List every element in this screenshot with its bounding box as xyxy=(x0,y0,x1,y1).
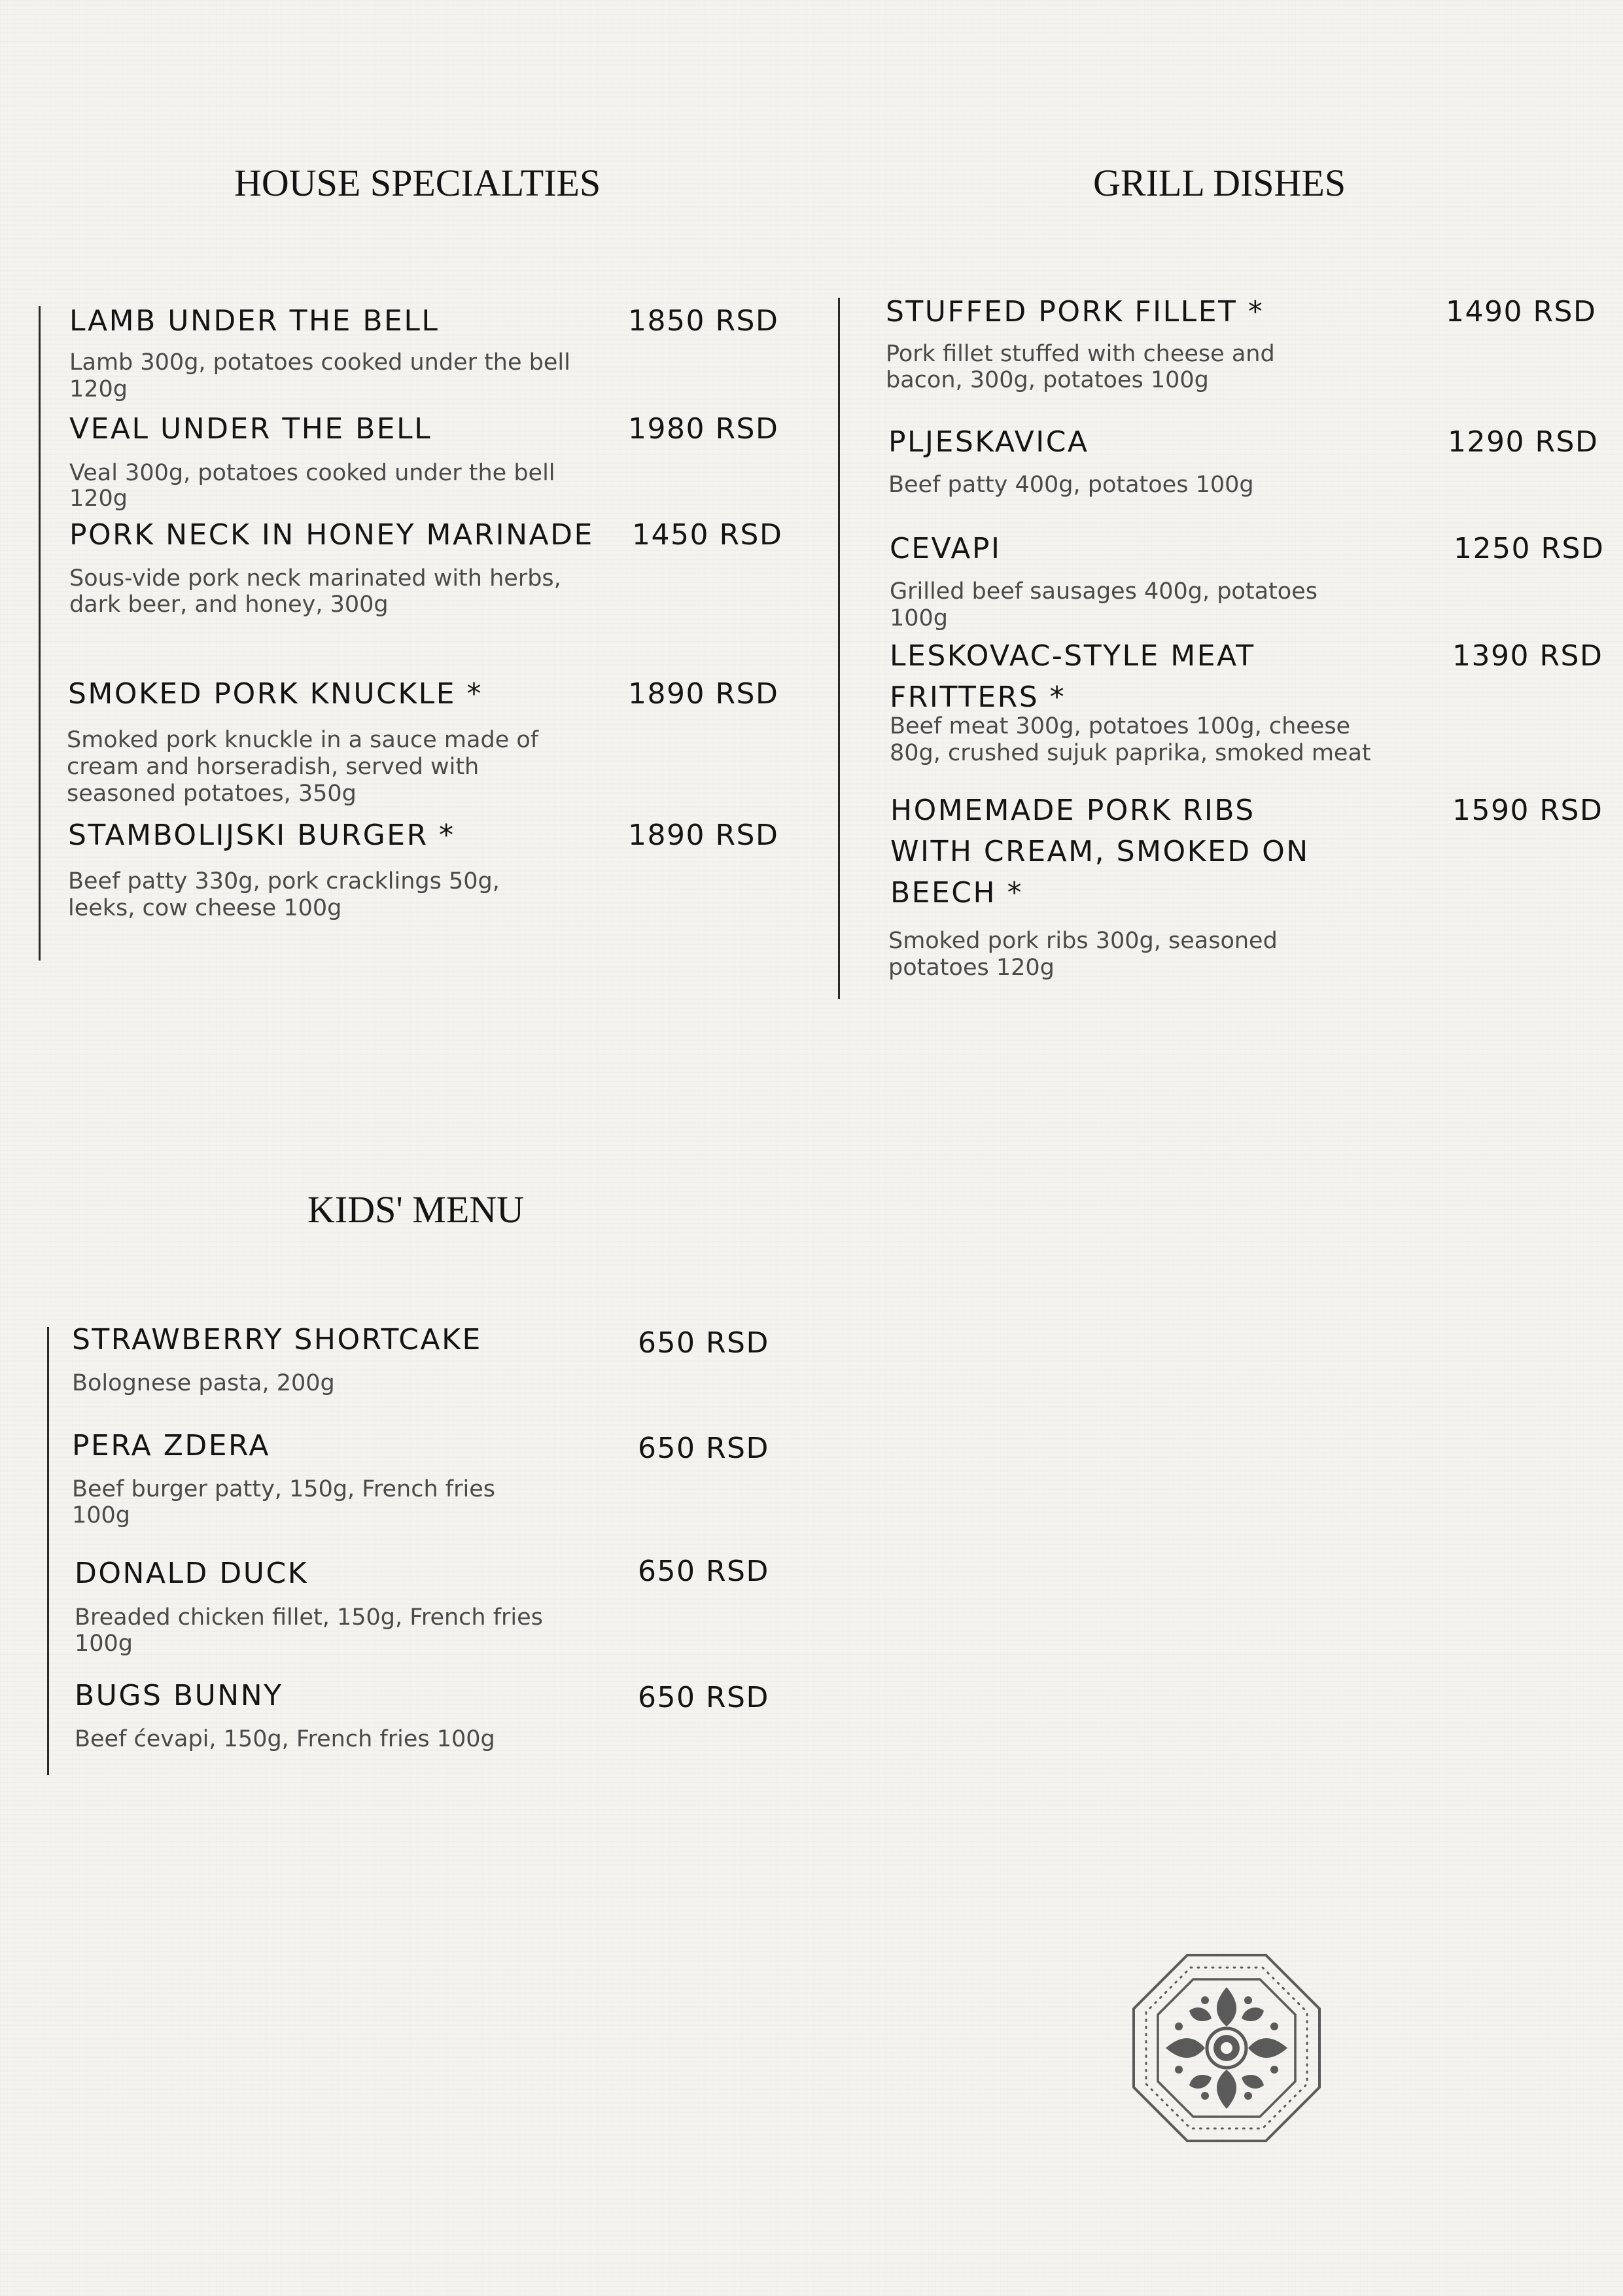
item-description: Veal 300g, potatoes cooked under the bell xyxy=(69,460,555,486)
item-name: HOMEMADE PORK RIBS xyxy=(890,794,1255,827)
item-description: potatoes 120g xyxy=(888,955,1055,981)
item-name: STUFFED PORK FILLET * xyxy=(886,295,1265,328)
item-description: leeks, cow cheese 100g xyxy=(68,895,342,921)
house-specialties-heading: HOUSE SPECIALTIES xyxy=(234,162,601,204)
item-name: DONALD DUCK xyxy=(75,1557,309,1590)
item-price: 1390 RSD xyxy=(1452,639,1603,673)
item-description: 120g xyxy=(69,376,128,402)
item-description: 120g xyxy=(69,486,128,512)
item-price: 1980 RSD xyxy=(628,412,779,446)
item-name: STRAWBERRY SHORTCAKE xyxy=(72,1323,482,1356)
item-name: WITH CREAM, SMOKED ON xyxy=(890,835,1310,868)
item-name: BEECH * xyxy=(890,876,1024,910)
item-name: PORK NECK IN HONEY MARINADE xyxy=(69,518,594,552)
item-description: Smoked pork ribs 300g, seasoned xyxy=(888,928,1278,954)
item-description: 80g, crushed sujuk paprika, smoked meat xyxy=(890,740,1371,766)
item-description: 100g xyxy=(890,605,949,631)
item-price: 650 RSD xyxy=(638,1555,769,1588)
item-price: 1590 RSD xyxy=(1452,794,1603,827)
octagonal-ornament-icon xyxy=(1132,1953,1321,2143)
item-description: Beef patty 330g, pork cracklings 50g, xyxy=(68,868,500,894)
item-price: 1450 RSD xyxy=(632,518,783,552)
item-description: Pork fillet stuffed with cheese and xyxy=(886,341,1275,367)
item-name: PERA ZDERA xyxy=(72,1429,270,1462)
item-price: 650 RSD xyxy=(638,1432,769,1465)
item-name: STAMBOLIJSKI BURGER * xyxy=(68,819,455,852)
item-name: LESKOVAC-STYLE MEAT xyxy=(890,639,1255,673)
item-description: Grilled beef sausages 400g, potatoes xyxy=(890,578,1318,605)
item-price: 1250 RSD xyxy=(1454,532,1605,565)
item-price: 1850 RSD xyxy=(628,304,779,338)
item-description: Sous-vide pork neck marinated with herbs, xyxy=(69,565,561,592)
item-name: SMOKED PORK KNUCKLE * xyxy=(68,677,483,711)
item-name: VEAL UNDER THE BELL xyxy=(69,412,432,446)
item-description: cream and horseradish, served with xyxy=(67,754,480,780)
item-price: 650 RSD xyxy=(638,1681,769,1714)
house-specialties-divider xyxy=(39,306,41,961)
item-name: FRITTERS * xyxy=(890,680,1066,714)
item-description: bacon, 300g, potatoes 100g xyxy=(886,367,1209,393)
item-price: 1490 RSD xyxy=(1446,295,1597,328)
item-description: Lamb 300g, potatoes cooked under the bell xyxy=(69,349,570,376)
item-name: CEVAPI xyxy=(890,532,1002,565)
item-description: seasoned potatoes, 350g xyxy=(67,781,357,807)
item-description: 100g xyxy=(72,1502,131,1528)
item-description: Beef ćevapi, 150g, French fries 100g xyxy=(75,1726,495,1752)
item-price: 1290 RSD xyxy=(1448,425,1599,459)
item-description: Beef burger patty, 150g, French fries xyxy=(72,1476,495,1502)
item-name: PLJESKAVICA xyxy=(888,425,1089,459)
kids-menu-divider xyxy=(47,1327,49,1775)
item-description: Beef patty 400g, potatoes 100g xyxy=(888,472,1254,498)
item-description: dark beer, and honey, 300g xyxy=(69,592,389,618)
item-description: Breaded chicken fillet, 150g, French fries xyxy=(75,1604,543,1631)
item-name: BUGS BUNNY xyxy=(75,1679,283,1712)
kids-menu-heading: KIDS' MENU xyxy=(307,1188,525,1231)
item-description: Beef meat 300g, potatoes 100g, cheese xyxy=(890,713,1351,739)
grill-dishes-heading: GRILL DISHES xyxy=(1093,162,1346,204)
grill-dishes-divider xyxy=(838,298,840,999)
item-description: Bolognese pasta, 200g xyxy=(72,1370,335,1396)
item-price: 1890 RSD xyxy=(628,819,779,852)
item-description: 100g xyxy=(75,1631,133,1657)
item-name: LAMB UNDER THE BELL xyxy=(69,304,440,338)
item-description: Smoked pork knuckle in a sauce made of xyxy=(67,727,539,753)
item-price: 650 RSD xyxy=(638,1326,769,1360)
item-price: 1890 RSD xyxy=(628,677,779,711)
